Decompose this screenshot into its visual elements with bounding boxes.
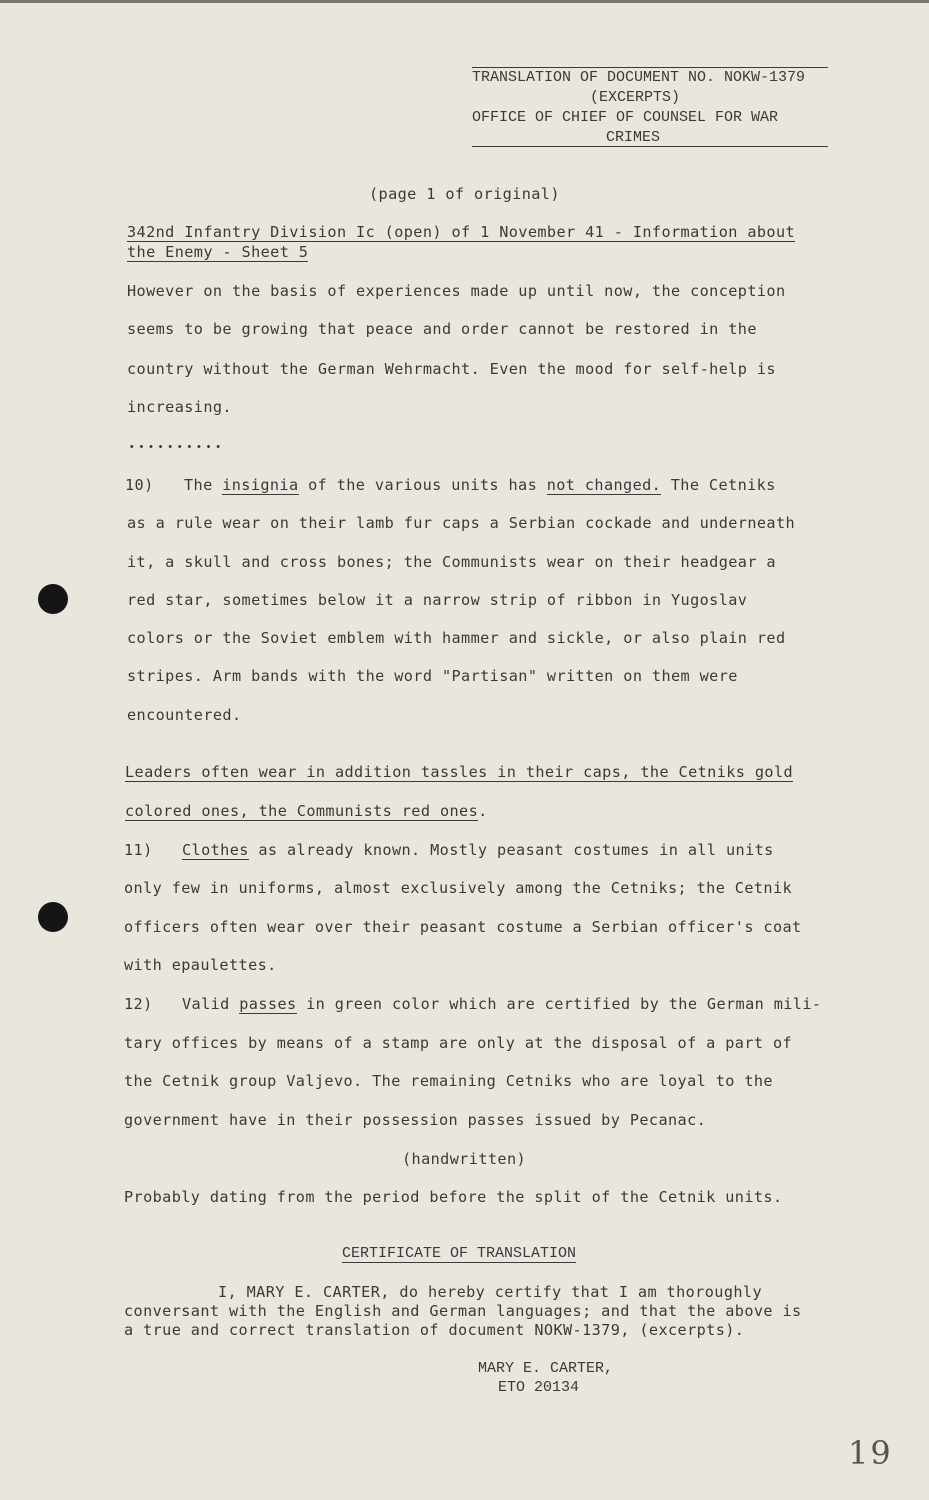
ellipsis-separator <box>127 445 223 448</box>
paragraph-11-line-3: officers often wear over their peasant costume a Serbian officer's coat <box>124 918 802 936</box>
paragraph-11-line-2: only few in uniforms, almost exclusively among the Cetniks; the Cetnik <box>124 879 793 897</box>
document-title-line-1: 342nd Infantry Division Ic (open) of 1 November 41 - Information about <box>127 223 796 241</box>
paragraph-10-line-2: as a rule wear on their lamb fur caps a Serbian cockade and underneath <box>127 514 796 532</box>
handwritten-note: Probably dating from the period before the split of the Cetnik units. <box>124 1188 783 1206</box>
binder-hole-bottom <box>38 902 68 932</box>
paragraph-10-line-3: it, a skull and cross bones; the Communists wear on their headgear a <box>127 553 776 571</box>
paragraph-10-line-1 <box>184 476 776 494</box>
paragraph-10-text-a: The <box>184 476 223 494</box>
leaders-line-2-period: . <box>478 802 488 820</box>
paragraph-10-line-5: colors or the Soviet emblem with hammer and sickle, or also plain red <box>127 629 786 647</box>
paragraph-12-line-3: the Cetnik group Valjevo. The remaining Cetniks who are loyal to the <box>124 1072 773 1090</box>
signer-id: ETO 20134 <box>498 1379 580 1396</box>
handwritten-label: (handwritten) <box>402 1150 527 1168</box>
paragraph-10-text-c: of the various units has <box>298 476 547 494</box>
header-bottom-rule <box>472 146 828 147</box>
paragraph-10-number: 10) <box>125 476 154 494</box>
paragraph-11-line-1 <box>182 841 774 859</box>
leaders-line-2-underlined: colored ones, the Communists red ones <box>125 802 479 820</box>
leaders-line-2 <box>125 802 488 820</box>
header-line-4: CRIMES <box>606 129 661 146</box>
header-line-3: OFFICE OF CHIEF OF COUNSEL FOR WAR <box>472 109 779 126</box>
paragraph-12-text-a: Valid <box>182 995 240 1013</box>
clothes-underlined: Clothes <box>182 841 249 859</box>
paragraph-1-line-2: seems to be growing that peace and order cannot be restored in the <box>127 320 757 338</box>
binder-hole-top <box>38 584 68 614</box>
paragraph-10-line-4: red star, sometimes below it a narrow strip of ribbon in Yugoslav <box>127 591 748 609</box>
paragraph-1-line-3: country without the German Wehrmacht. Even the mood for self-help is <box>127 360 776 378</box>
header-line-2: (EXCERPTS) <box>590 89 681 106</box>
certificate-title: CERTIFICATE OF TRANSLATION <box>342 1245 577 1262</box>
document-title-line-2: the Enemy - Sheet 5 <box>127 243 309 261</box>
paragraph-11-number: 11) <box>124 841 153 859</box>
paragraph-12-line-1 <box>182 995 821 1013</box>
paragraph-1-line-4: increasing. <box>127 398 232 416</box>
not-changed-underlined: not changed. <box>546 476 662 494</box>
header-line-1: TRANSLATION OF DOCUMENT NO. NOKW-1379 <box>472 69 806 86</box>
certificate-line-3: a true and correct translation of document NOKW-1379, (excerpts). <box>124 1321 745 1339</box>
certificate-line-1: I, MARY E. CARTER, do hereby certify that I am thoroughly <box>218 1283 762 1301</box>
top-edge-rule <box>0 0 929 3</box>
signer-name: MARY E. CARTER, <box>478 1360 614 1377</box>
paragraph-11-line-4: with epaulettes. <box>124 956 277 974</box>
paragraph-10-text-e: The Cetniks <box>661 476 776 494</box>
insignia-underlined: insignia <box>222 476 299 494</box>
page-reference: (page 1 of original) <box>369 185 560 203</box>
paragraph-12-number: 12) <box>124 995 153 1013</box>
paragraph-10-line-7: encountered. <box>127 706 242 724</box>
paragraph-12-line-2: tary offices by means of a stamp are only at the disposal of a part of <box>124 1034 793 1052</box>
paragraph-12-text-c: in green color which are certified by the German mili- <box>296 995 822 1013</box>
handwritten-page-mark: 19 <box>848 1434 893 1472</box>
paragraph-1-line-1: However on the basis of experiences made up until now, the conception <box>127 282 786 300</box>
paragraph-12-line-4: government have in their possession passes issued by Pecanac. <box>124 1111 707 1129</box>
paragraph-11-text-b: as already known. Mostly peasant costumes in all units <box>248 841 774 859</box>
certificate-line-2: conversant with the English and German languages; and that the above is <box>124 1302 802 1320</box>
passes-underlined: passes <box>239 995 297 1013</box>
leaders-line-1: Leaders often wear in addition tassles in their caps, the Cetniks gold <box>125 763 794 781</box>
paragraph-10-line-6: stripes. Arm bands with the word "Partisan" written on them were <box>127 667 738 685</box>
